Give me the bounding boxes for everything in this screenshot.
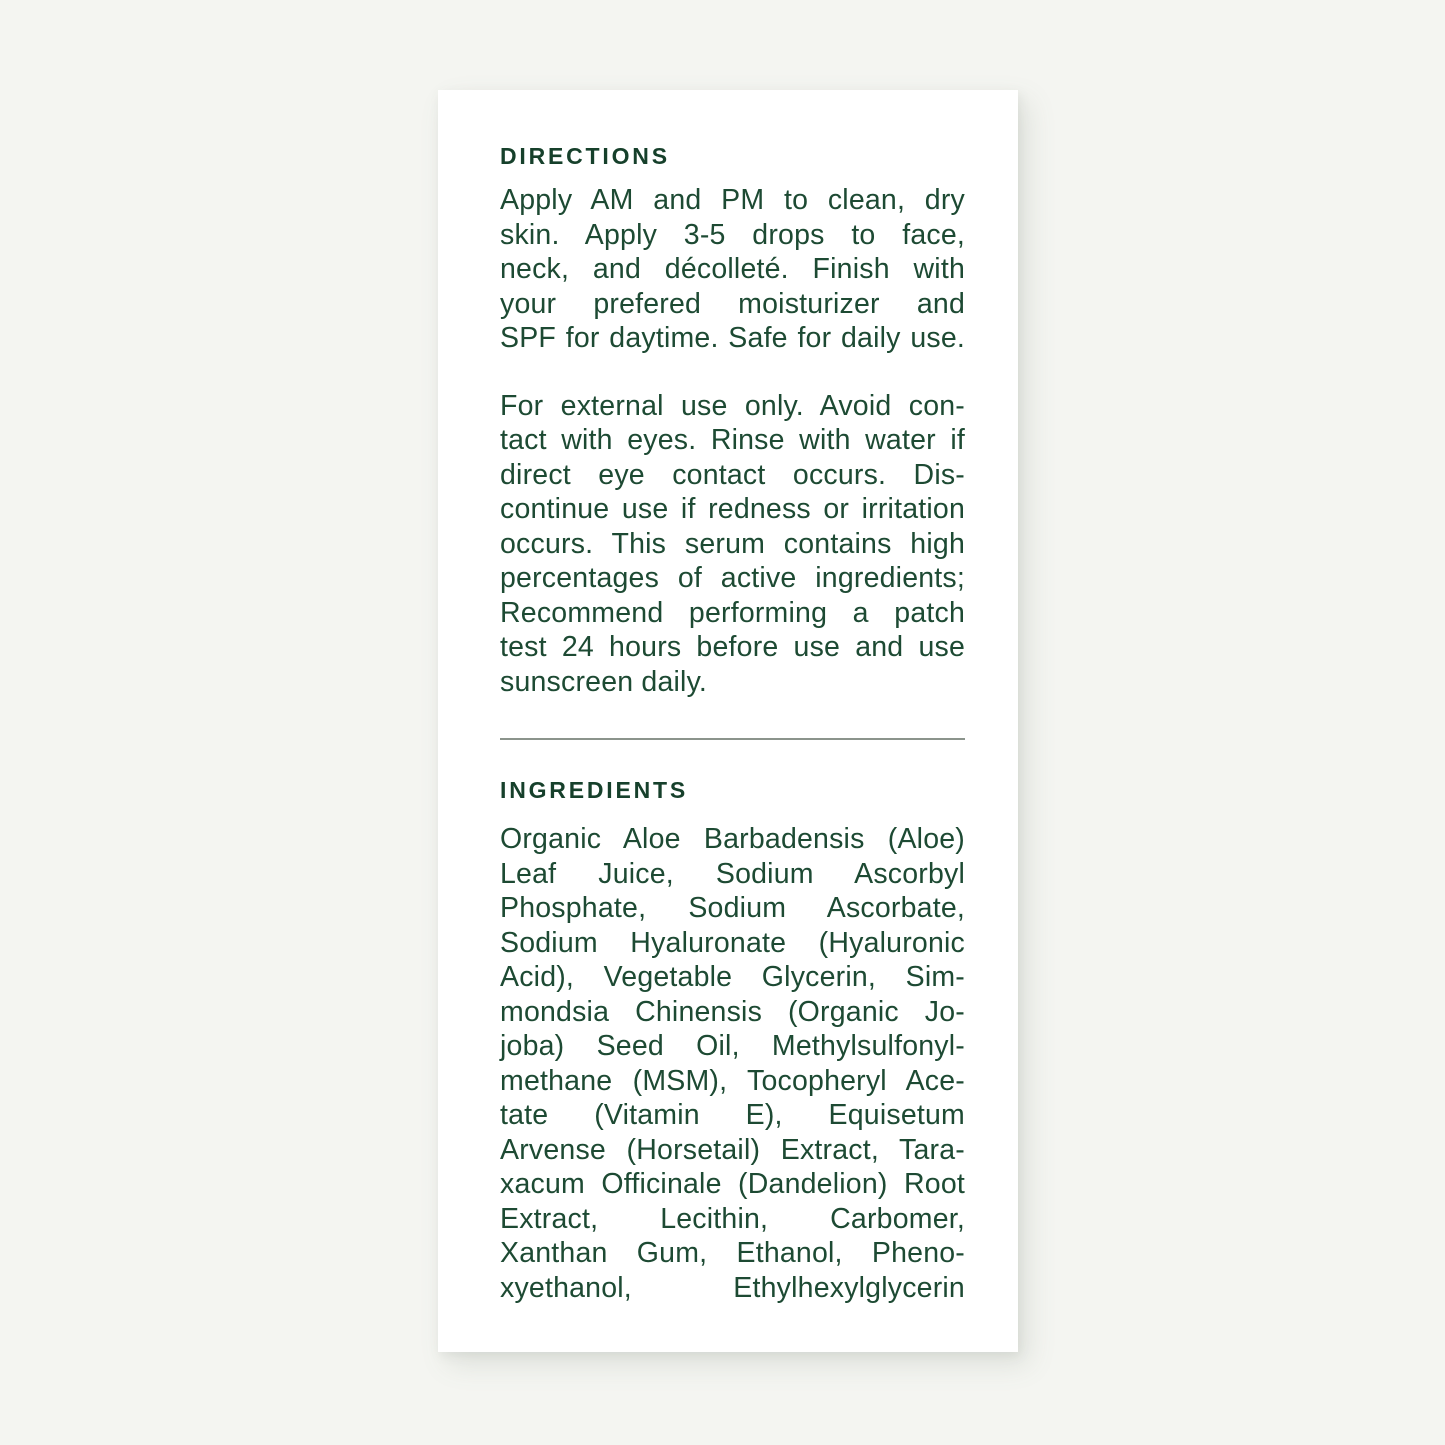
- directions-heading: DIRECTIONS: [500, 143, 670, 169]
- ingredients-heading: INGREDIENTS: [500, 777, 688, 803]
- text-line: continue use if redness or irritation: [500, 493, 965, 525]
- text-line: tate (Vitamin E), Equisetum: [500, 1099, 965, 1131]
- text-line: xyethanol, Ethylhexylglycerin: [500, 1271, 965, 1304]
- text-line: xacum Officinale (Dandelion) Root: [500, 1168, 965, 1200]
- directions-paragraph-warnings: [500, 389, 965, 700]
- text-line: occurs. This serum contains high: [500, 527, 965, 560]
- text-line: Extract, Lecithin, Carbomer,: [500, 1202, 965, 1235]
- text-line: methane (MSM), Tocopheryl Ace-: [500, 1064, 965, 1097]
- text-line: sunscreen daily.: [500, 665, 708, 698]
- text-line: Arvense (Horsetail) Extract, Tara-: [500, 1133, 965, 1166]
- text-line: neck, and décolleté. Finish with: [500, 253, 965, 285]
- text-line: your prefered moisturizer and: [500, 287, 965, 320]
- text-line: For external use only. Avoid con-: [500, 389, 965, 422]
- product-label-card: [438, 90, 1018, 1352]
- section-divider: [500, 738, 965, 740]
- text-line: tact with eyes. Rinse with water if: [500, 424, 965, 456]
- text-line: test 24 hours before use and use: [500, 631, 965, 663]
- text-line: Sodium Hyaluronate (Hyaluronic: [500, 926, 965, 959]
- ingredients-paragraph: [500, 822, 965, 1305]
- text-line: direct eye contact occurs. Dis-: [500, 458, 965, 491]
- text-line: Organic Aloe Barbadensis (Aloe): [500, 823, 965, 855]
- directions-paragraph-usage: [500, 183, 965, 356]
- text-line: joba) Seed Oil, Methylsulfonyl-: [500, 1030, 965, 1062]
- text-line: percentages of active ingredients;: [500, 562, 965, 594]
- text-line: Recommend performing a patch: [500, 596, 965, 629]
- text-line: Leaf Juice, Sodium Ascorbyl: [500, 857, 965, 890]
- text-line: Acid), Vegetable Glycerin, Sim-: [500, 961, 965, 993]
- text-line: Phosphate, Sodium Ascorbate,: [500, 892, 965, 924]
- text-line: skin. Apply 3-5 drops to face,: [500, 218, 965, 251]
- text-line: Apply AM and PM to clean, dry: [500, 184, 965, 216]
- text-line: Xanthan Gum, Ethanol, Pheno-: [500, 1237, 965, 1269]
- text-line: mondsia Chinensis (Organic Jo-: [500, 995, 965, 1028]
- text-line: SPF for daytime. Safe for daily use.: [500, 322, 965, 354]
